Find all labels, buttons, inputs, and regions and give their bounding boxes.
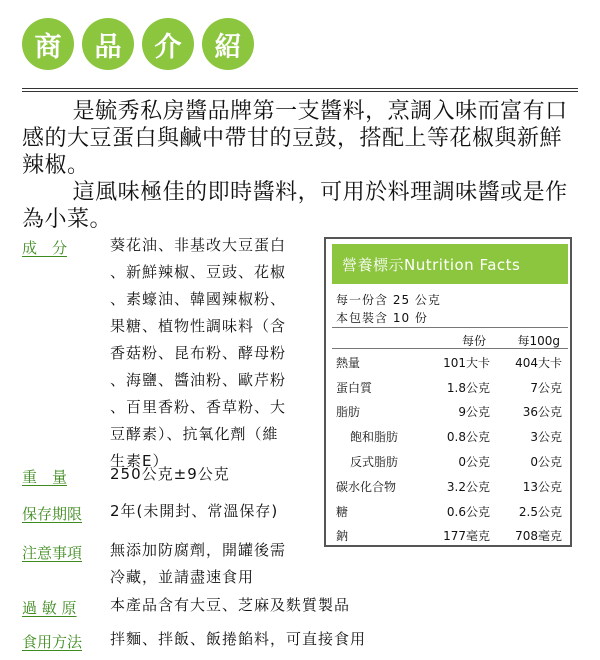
serving-size: 每一份含 25 公克	[336, 293, 441, 307]
nutrient-name: 反式脂肪	[350, 455, 399, 469]
nutrient-per-100g: 3公克	[530, 430, 562, 444]
ingredients-line: 、海鹽、醬油粉、歐芹粉	[110, 371, 287, 389]
nutrient-name: 碳水化合物	[336, 480, 397, 494]
nutrient-per-serving: 0公克	[458, 455, 490, 469]
nutrient-name: 蛋白質	[336, 381, 373, 395]
nutrient-per-serving: 101大卡	[443, 356, 490, 370]
nutrient-per-serving: 9公克	[458, 405, 490, 419]
ingredients-line: 豆酵素）、抗氧化劑（維	[110, 425, 279, 443]
ingredients-label: 成 分	[22, 239, 68, 257]
nutrient-per-100g: 404大卡	[515, 356, 562, 370]
nutrient-name: 飽和脂肪	[350, 430, 399, 444]
nutrition-header-divider	[332, 348, 568, 349]
col-header-per-100g: 每100g	[517, 334, 560, 348]
nutrition-divider	[332, 327, 568, 328]
nutrient-per-serving: 0.6公克	[446, 505, 490, 519]
shelf-life-label: 保存期限	[22, 505, 83, 523]
product-description	[22, 98, 582, 233]
col-header-per-serving: 每份	[461, 334, 486, 348]
ingredients-line: 、素蠔油、韓國辣椒粉、	[110, 290, 287, 308]
nutrient-name: 糖	[336, 505, 349, 519]
description-paragraph-1: 是毓秀私房醬品牌第一支醬料，烹調入味而富有口感的大豆蛋白與鹹中帶甘的豆鼓，搭配上等花椒與新鮮辣椒。	[22, 99, 568, 178]
header-char-3: 介	[142, 18, 194, 70]
notes-label: 注意事項	[22, 544, 83, 562]
notes-line: 無添加防腐劑，開罐後需	[110, 541, 287, 559]
nutrient-per-100g: 13公克	[522, 480, 562, 494]
usage-label: 食用方法	[22, 633, 83, 651]
nutrient-per-100g: 36公克	[522, 405, 562, 419]
nutrition-facts-panel	[324, 237, 572, 547]
header-char-2: 品	[82, 18, 134, 70]
nutrient-per-100g: 708毫克	[515, 529, 562, 543]
allergen-label: 過 敏 原	[22, 599, 77, 617]
ingredients-line: 葵花油、非基改大豆蛋白	[110, 236, 287, 254]
product-intro-header	[0, 0, 600, 100]
notes-text	[110, 537, 330, 591]
ingredients-line: 、新鮮辣椒、豆豉、花椒	[110, 263, 287, 281]
nutrient-per-serving: 177毫克	[443, 529, 490, 543]
notes-line: 冷藏，並請盡速食用	[110, 568, 255, 586]
shelf-life-value: 2年(未開封、常溫保存)	[110, 502, 279, 520]
usage-value: 拌麵、拌飯、飯捲餡料，可直接食用	[110, 630, 367, 648]
nutrient-per-100g: 2.5公克	[518, 505, 562, 519]
ingredients-text	[110, 232, 320, 475]
ingredients-line: 生素E）	[110, 452, 169, 470]
description-paragraph-2: 這風味極佳的即時醬料，可用於料理調味醬或是作為小菜。	[22, 180, 568, 232]
weight-value: 250公克±9公克	[110, 465, 230, 483]
nutrient-per-serving: 0.8公克	[446, 430, 490, 444]
ingredients-line: 香菇粉、昆布粉、酵母粉	[110, 344, 287, 362]
allergen-value: 本產品含有大豆、芝麻及麩質製品	[110, 596, 351, 614]
header-divider	[22, 88, 578, 89]
weight-label: 重 量	[22, 468, 68, 486]
ingredients-line: 果糖、植物性調味料（含	[110, 317, 287, 335]
nutrient-per-100g: 7公克	[530, 381, 562, 395]
nutrient-name: 熱量	[336, 356, 361, 370]
nutrient-per-serving: 3.2公克	[446, 480, 490, 494]
nutrient-name: 鈉	[336, 529, 349, 543]
header-divider-2	[22, 91, 578, 92]
nutrition-title: 營養標示Nutrition Facts	[332, 244, 568, 284]
ingredients-line: 、百里香粉、香草粉、大	[110, 398, 287, 416]
servings-per-package: 本包裝含 10 份	[336, 311, 428, 325]
nutrient-per-serving: 1.8公克	[446, 381, 490, 395]
header-char-1: 商	[22, 18, 74, 70]
nutrient-per-100g: 0公克	[530, 455, 562, 469]
header-char-4: 紹	[202, 18, 254, 70]
nutrient-name: 脂肪	[336, 405, 361, 419]
